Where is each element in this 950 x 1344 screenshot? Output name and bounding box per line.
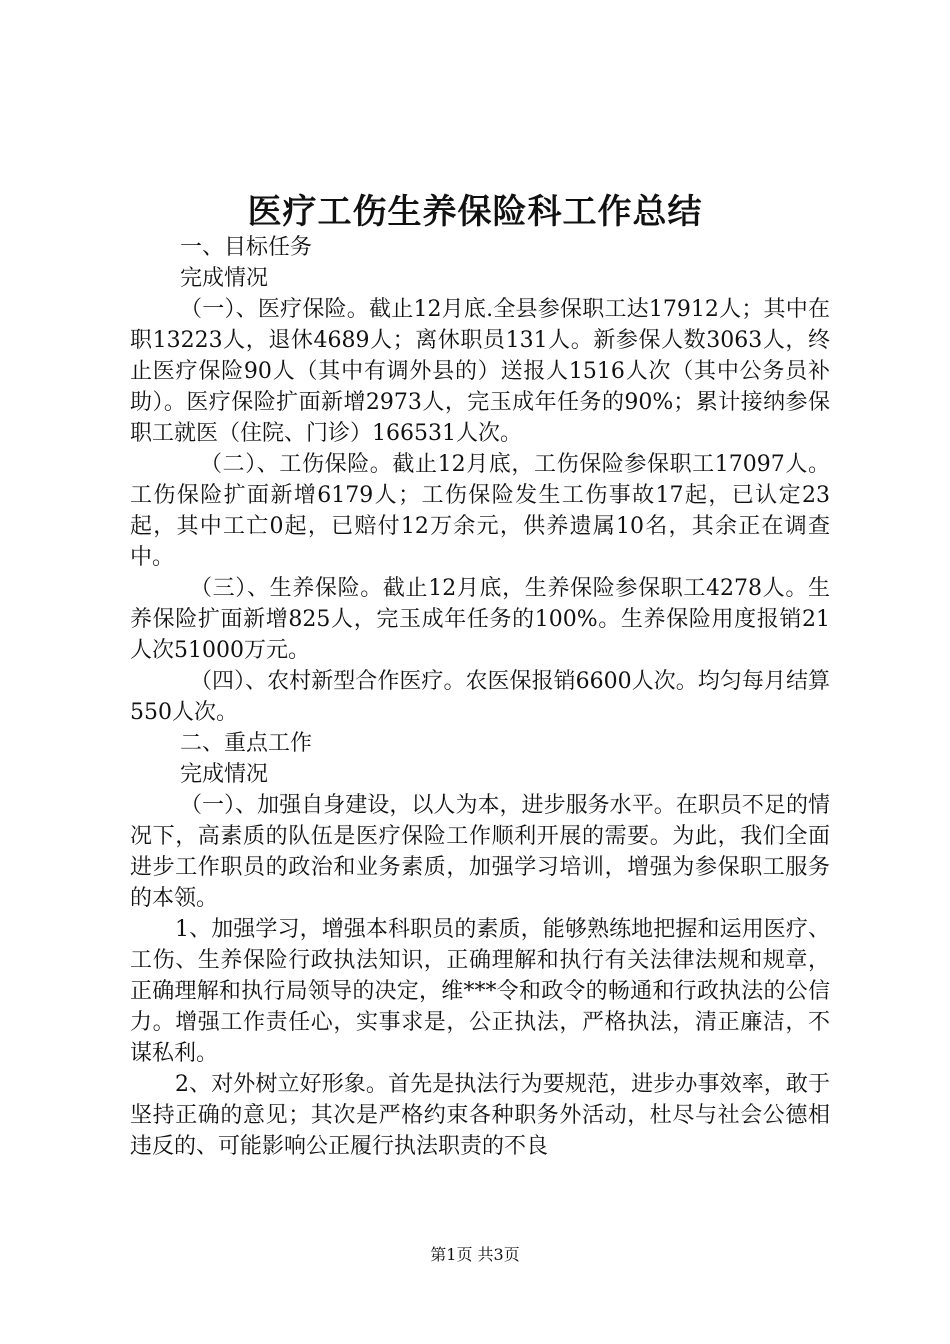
paragraph: （四）、农村新型合作医疗。农医保报销6600人次。均匀每月结算550人次。 bbox=[130, 669, 830, 725]
document-title: 医疗工伤生养保险科工作总结 bbox=[247, 192, 703, 232]
subheading: 完成情况 bbox=[180, 762, 269, 787]
paragraph: （一）、加强自身建设，以人为本，进步服务水平。在职员不足的情况下，高素质的队伍是医疗保险工作顺利开展的需要。为此，我们全面进步工作职员的政治和业务素质，加强学习培训，增强为参保职工服务的本领。 bbox=[130, 793, 830, 911]
paragraph: （一）、医疗保险。截止12月底.全县参保职工达17912人；其中在职13223人，退休4689人；离休职员131人。新参保人数3063人，终止医疗保险90人（其中有调外县的）送报人1516人次（其中公务员补助）。医疗保险扩面新增2973人，完玉成年任务的90%；累计接纳参保职工就医（住院、门诊）166531人次。 bbox=[130, 297, 830, 446]
page-footer: 第1页 共3页 bbox=[430, 1245, 520, 1264]
paragraph: 2、对外树立好形象。首先是执法行为要规范，进步办事效率，敢于坚持正确的意见；其次是严格约束各种职务外活动，杜尽与社会公德相违反的、可能影响公正履行执法职责的不良 bbox=[130, 1072, 830, 1159]
section-heading: 一、目标任务 bbox=[180, 235, 313, 260]
document-body bbox=[130, 232, 830, 1162]
section-heading: 二、重点工作 bbox=[180, 731, 313, 756]
paragraph: （三）、生养保险。截止12月底，生养保险参保职工4278人。生养保险扩面新增825人，完玉成年任务的100%。生养保险用度报销21人次51000万元。 bbox=[130, 576, 830, 663]
paragraph: （二）、工伤保险。截止12月底，工伤保险参保职工17097人。工伤保险扩面新增6179人；工伤保险发生工伤事故17起，已认定23起，其中工亡0起，已赔付12万余元，供养遗属10名，其余正在调查中。 bbox=[130, 452, 830, 570]
subheading: 完成情况 bbox=[180, 266, 269, 291]
paragraph: 1、加强学习，增强本科职员的素质，能够熟练地把握和运用医疗、工伤、生养保险行政执法知识，正确理解和执行有关法律法规和规章，正确理解和执行局领导的决定，维***令和政令的畅通和行政执法的公信力。增强工作责任心，实事求是，公正执法，严格执法，清正廉洁，不谋私利。 bbox=[130, 917, 830, 1066]
